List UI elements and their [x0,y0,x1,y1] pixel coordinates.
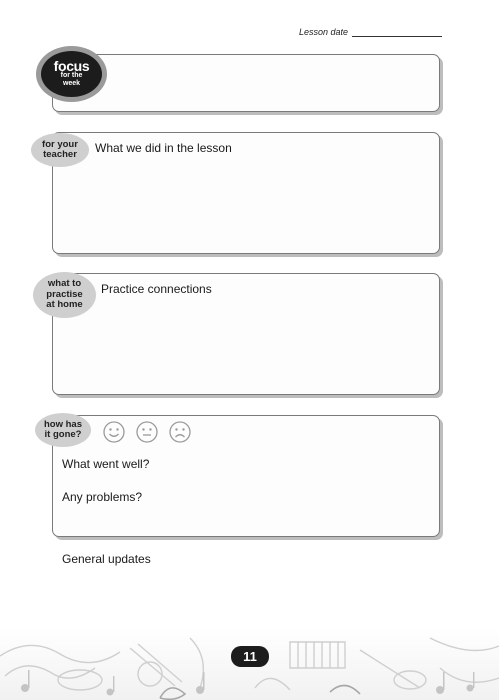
sad-face-icon[interactable] [169,421,191,443]
page-number-badge [231,646,269,667]
teacher-badge-line1: for your [42,138,78,150]
practise-panel-label: Practice connections [101,282,212,296]
lesson-date-line[interactable] [352,28,442,37]
problems-label: Any problems? [62,490,143,504]
practise-badge-line3: at home [46,299,83,311]
teacher-badge-line2: teacher [43,149,77,160]
practise-badge-line2: practise [46,288,83,300]
review-badge-line1: how has [43,418,82,430]
happy-face-icon[interactable] [103,421,125,443]
teacher-panel-label: What we did in the lesson [95,141,232,155]
practise-badge-line1: what to [47,278,82,290]
review-badge-line2: it gone? [44,429,82,440]
went-well-label: What went well? [62,457,150,471]
lesson-date-field [299,27,442,37]
neutral-face-icon[interactable] [136,421,158,443]
practise-badge [33,272,96,318]
mood-faces [103,421,191,443]
focus-badge-line1: for the [60,72,83,79]
teacher-panel[interactable] [52,132,440,254]
general-updates-label: General updates [62,552,151,566]
focus-badge-line2: week [62,80,81,87]
focus-badge [41,51,102,97]
teacher-badge [31,133,89,167]
review-badge [35,413,91,447]
lesson-date-label: Lesson date [299,27,349,37]
focus-panel[interactable] [52,54,440,112]
practise-panel[interactable] [52,273,440,395]
page-number: 11 [243,649,257,664]
focus-badge-title: focus [53,58,90,74]
